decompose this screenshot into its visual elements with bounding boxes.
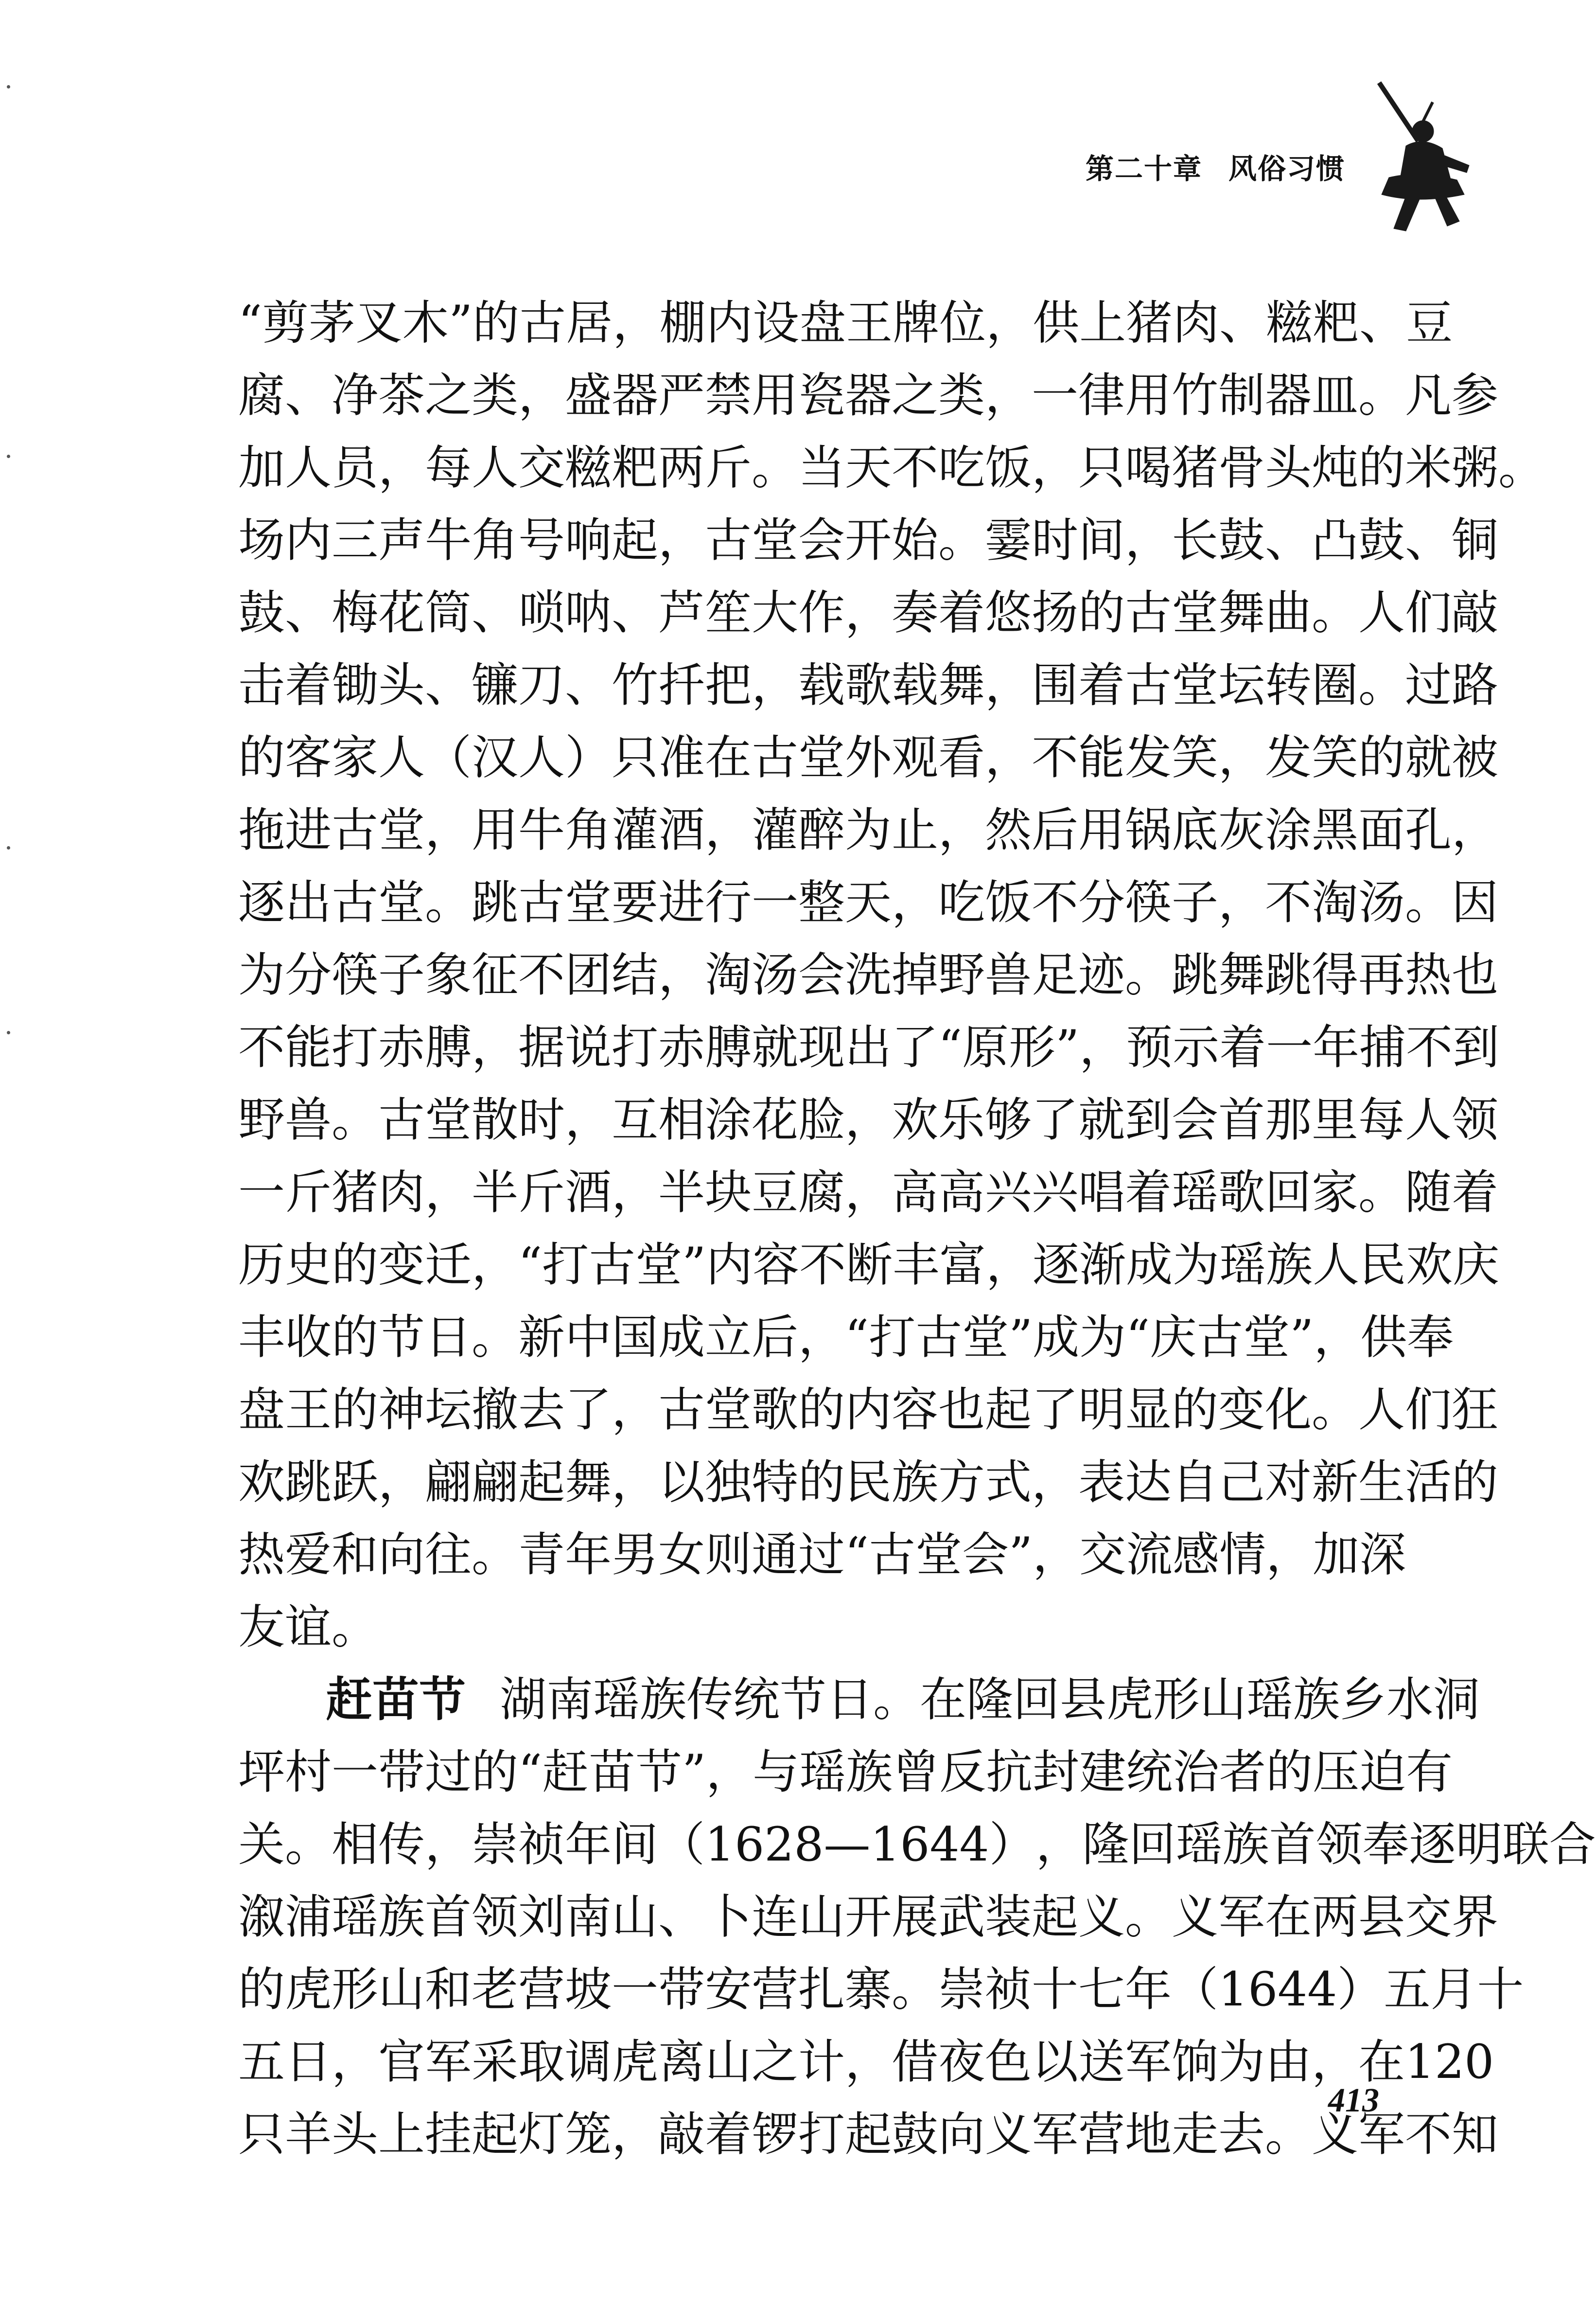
page-number: 413 [1328, 2082, 1379, 2119]
running-header [1086, 146, 1345, 187]
text-line: 加 人 员 ， 每 人 交 糍 粑 两 斤 。 当 天 不 吃 饭 ， 只 喝 猪 骨 头 炖 的 米 粥 。 [238, 441, 1545, 495]
text-line: 热 爱 和 向 往 。 青 年 男 女 则 通 过 “ 古 堂 会 ” ， 交 流 感 情 ， 加 深 [238, 1527, 1406, 1582]
entry-term: 赶苗节 [326, 1672, 466, 1727]
text-line: 只 羊 头 上 挂 起 灯 笼 ， 敲 着 锣 打 起 鼓 向 义 军 营 地 走 去 。 义 军 不 知 [238, 2107, 1498, 2162]
dancer-ornament-icon [1360, 73, 1476, 248]
text-line: 关 。 相 传 ， 崇 祯 年 间 （ 1 6 2 8 — 1 6 4 4 ） ， 隆 回 瑶 族 首 领 奉 逐 明 联 合 [238, 1817, 1596, 1872]
text-line: 拖 进 古 堂 ， 用 牛 角 灌 酒 ， 灌 醉 为 止 ， 然 后 用 锅 底 灰 涂 黑 面 孔 ， [238, 803, 1498, 857]
text-line: 击 着 锄 头 、 镰 刀 、 竹 扦 把 ， 载 歌 载 舞 ， 围 着 古 堂 坛 转 圈 。 过 路 [238, 658, 1498, 712]
text-line: 野 兽 。 古 堂 散 时 ， 互 相 涂 花 脸 ， 欢 乐 够 了 就 到 会 首 那 里 每 人 领 [238, 1093, 1498, 1147]
text-line: 的 虎 形 山 和 老 营 坡 一 带 安 营 扎 寨 。 崇 祯 十 七 年 （ 1 6 4 4 ） 五 月 十 [238, 1962, 1524, 2017]
text-line: 坪 村 一 带 过 的 “ 赶 苗 节 ” ， 与 瑶 族 曾 反 抗 封 建 统 治 者 的 压 迫 有 [238, 1745, 1453, 1799]
text-line: 欢 跳 跃 ， 翩 翩 起 舞 ， 以 独 特 的 民 族 方 式 ， 表 达 自 己 对 新 生 活 的 [238, 1455, 1498, 1509]
text-line: 为 分 筷 子 象 征 不 团 结 ， 淘 汤 会 洗 掉 野 兽 足 迹 。 跳 舞 跳 得 再 热 也 [238, 948, 1498, 1002]
text-line: 的 客 家 人 （ 汉 人 ） 只 准 在 古 堂 外 观 看 ， 不 能 发 笑 ， 发 笑 的 就 被 [238, 730, 1498, 785]
text-line: 逐 出 古 堂 。 跳 古 堂 要 进 行 一 整 天 ， 吃 饭 不 分 筷 子 ， 不 淘 汤 。 因 [238, 875, 1498, 930]
margin-speck [7, 85, 10, 89]
text-line: 丰 收 的 节 日 。 新 中 国 成 立 后 ， “ 打 古 堂 ” 成 为 “ 庆 古 堂 ” ， 供 奉 [238, 1310, 1454, 1365]
entry-first-text: 湖 南 瑶 族 传 统 节 日 。 在 隆 回 县 虎 形 山 瑶 族 乡 水 洞 [500, 1672, 1480, 1727]
body-text [238, 287, 1596, 2171]
margin-speck [7, 846, 10, 850]
text-line: 鼓 、 梅 花 筒 、 唢 呐 、 芦 笙 大 作 ， 奏 着 悠 扬 的 古 堂 舞 曲 。 人 们 敲 [238, 585, 1498, 640]
entry-heading-line [238, 1664, 1480, 1736]
text-line: 溆 浦 瑶 族 首 领 刘 南 山 、 卜 连 山 开 展 武 装 起 义 。 义 军 在 两 县 交 界 [238, 1890, 1498, 1944]
text-line: “ 剪 茅 叉 木 ” 的 古 居 ， 棚 内 设 盘 王 牌 位 ， 供 上 猪 肉 、 糍 粑 、 豆 [238, 296, 1453, 350]
text-line: 历 史 的 变 迁 ， “ 打 古 堂 ” 内 容 不 断 丰 富 ， 逐 渐 成 为 瑶 族 人 民 欢 庆 [238, 1238, 1500, 1292]
text-line: 五 日 ， 官 军 采 取 调 虎 离 山 之 计 ， 借 夜 色 以 送 军 饷 为 由 ， 在 1 2 0 [238, 2035, 1494, 2089]
text-line: 盘 王 的 神 坛 撤 去 了 ， 古 堂 歌 的 内 容 也 起 了 明 显 的 变 化 。 人 们 狂 [238, 1383, 1498, 1437]
text-line: 一 斤 猪 肉 ， 半 斤 酒 ， 半 块 豆 腐 ， 高 高 兴 兴 唱 着 瑶 歌 回 家 。 随 着 [238, 1165, 1498, 1220]
section-label: 风俗习惯 [1228, 152, 1345, 185]
text-line: 腐 、 净 茶 之 类 ， 盛 器 严 禁 用 瓷 器 之 类 ， 一 律 用 竹 制 器 皿 。 凡 参 [238, 368, 1498, 423]
margin-speck [7, 1031, 10, 1034]
margin-speck [7, 455, 10, 458]
text-line: 不 能 打 赤 膊 ， 据 说 打 赤 膊 就 现 出 了 “ 原 形 ” ， 预 示 着 一 年 捕 不 到 [238, 1020, 1500, 1075]
text-line: 场 内 三 声 牛 角 号 响 起 ， 古 堂 会 开 始 。 霎 时 间 ， 长 鼓 、 凸 鼓 、 铜 [238, 513, 1498, 567]
chapter-label: 第二十章 [1085, 152, 1202, 185]
paragraph-end-line: 友谊。 [238, 1600, 378, 1654]
